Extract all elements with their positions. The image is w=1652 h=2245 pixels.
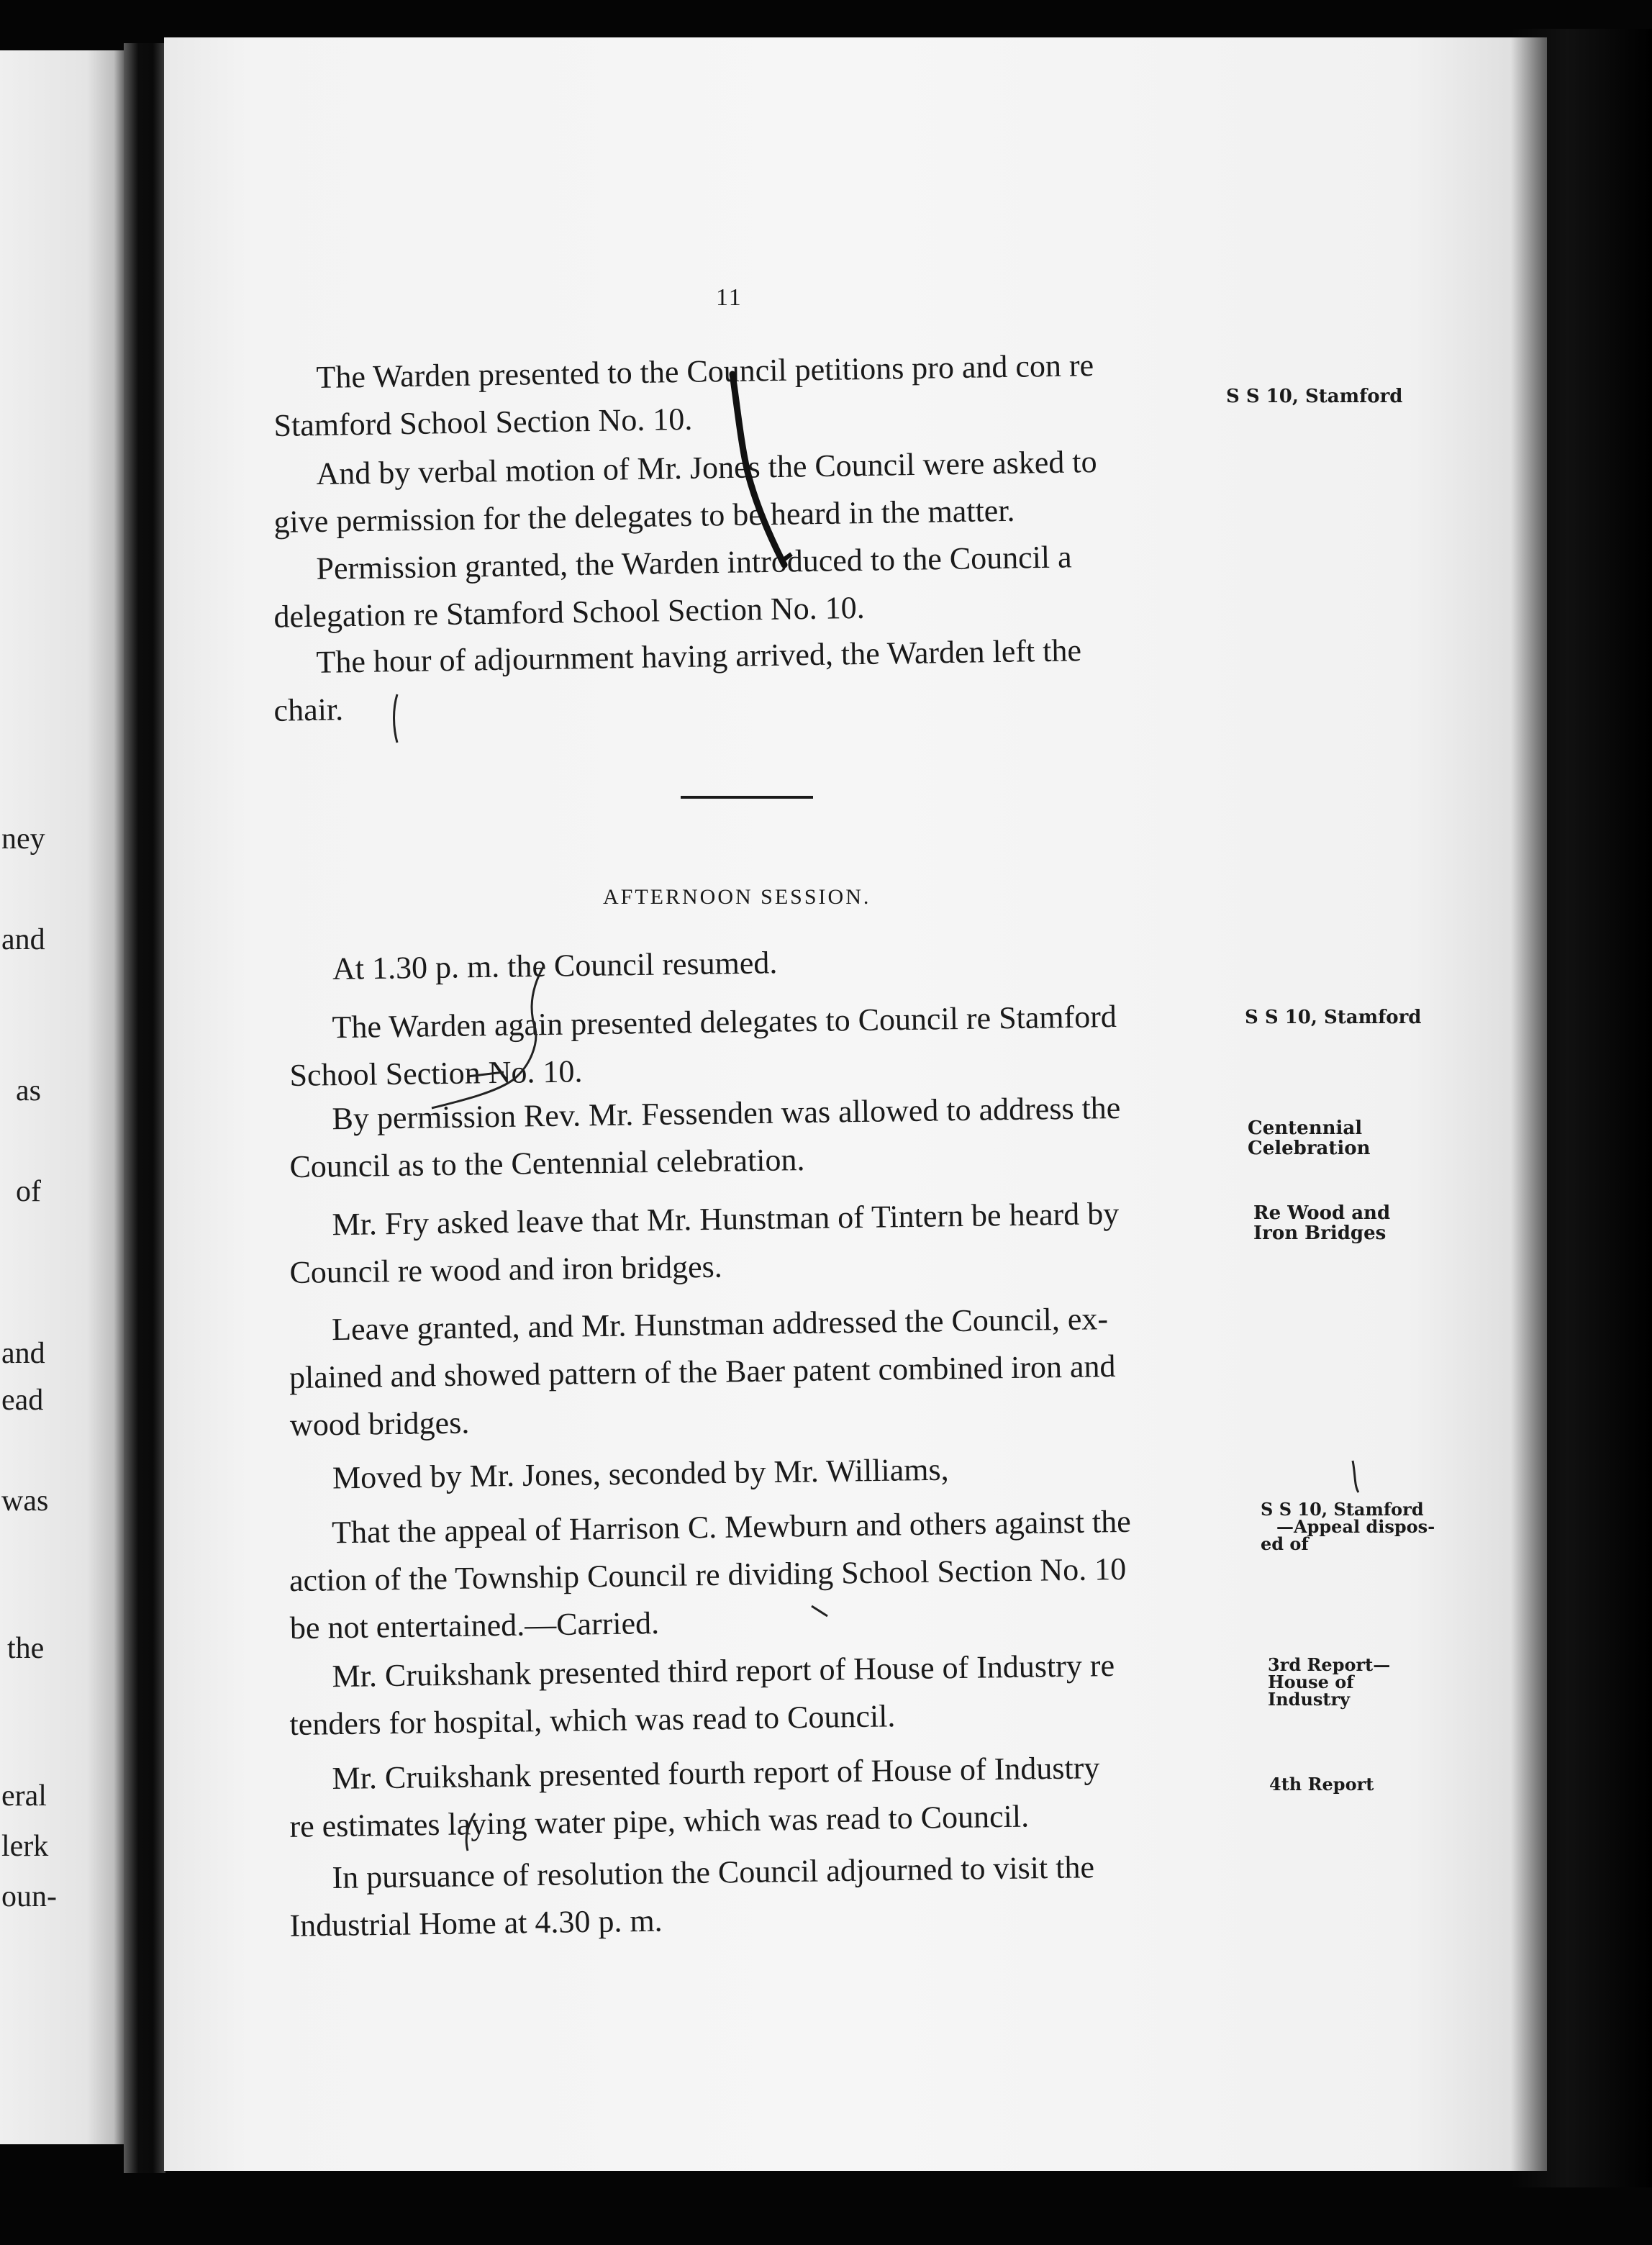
paragraph-industrial-home [289, 1843, 1095, 1950]
margin-note-line: House of [1268, 1672, 1354, 1692]
text-line: action of the Township Council re dividing School Section No. 10 [289, 1551, 1127, 1599]
margin-note-line: 4th Report [1269, 1774, 1374, 1795]
text-line: plained and showed pattern of the Baer patent combined iron and [289, 1348, 1116, 1396]
paragraph-delegates [289, 993, 1117, 1099]
text-line: Moved by Mr. Jones, seconded by Mr. Williams, [332, 1451, 949, 1496]
paragraph-warden-petitions [273, 342, 1095, 450]
margin-note [1226, 386, 1403, 407]
text-line: tenders for hospital, which was read to Council. [289, 1698, 896, 1743]
left-page-fragment: oun- [1, 1880, 57, 1913]
paragraph-third-report [289, 1642, 1115, 1749]
margin-note [1268, 1656, 1390, 1708]
text-line: In pursuance of resolution the Council adjourned to visit the [332, 1849, 1095, 1895]
margin-note-line: 3rd Report— [1268, 1654, 1391, 1675]
margin-note-line: S S 10, Stamford [1261, 1499, 1424, 1520]
page-number: 11 [716, 284, 743, 311]
text-line: The Warden again presented delegates to Council re Stamford [332, 998, 1117, 1046]
margin-note [1248, 1118, 1371, 1158]
margin-note [1253, 1203, 1390, 1243]
margin-note-line: S S 10, Stamford [1226, 386, 1403, 407]
paragraph-adjournment [273, 627, 1082, 735]
left-facing-page [0, 50, 124, 2144]
paragraph-centennial [289, 1084, 1122, 1191]
section-divider [681, 796, 813, 799]
text-line: Mr. Cruikshank presented third report of House of Industry re [332, 1647, 1115, 1695]
left-page-fragment: as [16, 1074, 41, 1107]
text-line: Permission granted, the Warden introduced to the Council a [316, 539, 1072, 586]
left-page-fragment: was [1, 1484, 49, 1518]
paragraph-motion [289, 1446, 949, 1503]
text-line: Industrial Home at 4.30 p. m. [289, 1902, 663, 1944]
margin-note-line: Celebration [1248, 1138, 1371, 1159]
text-line: be not entertained.—Carried. [289, 1605, 660, 1646]
text-line: wood bridges. [289, 1405, 470, 1443]
left-page-fragment: ney [1, 822, 45, 856]
text-line: By permission Rev. Mr. Fessenden was allowed to address the [332, 1089, 1121, 1137]
paragraph-appeal [289, 1498, 1133, 1652]
section-heading: AFTERNOON SESSION. [603, 885, 871, 909]
left-page-fragment: and [1, 923, 45, 956]
margin-note-line: Centennial [1248, 1117, 1363, 1139]
text-line: delegation re Stamford School Section No. 10. [273, 589, 866, 635]
text-line: The hour of adjournment having arrived, the Warden left the [316, 632, 1082, 680]
text-line: Mr. Cruikshank presented fourth report of House of Industry [332, 1750, 1100, 1797]
margin-note-line: ed of [1261, 1533, 1309, 1554]
text-line: And by verbal motion of Mr. Jones the Council were asked to [316, 444, 1097, 492]
margin-note [1269, 1774, 1374, 1795]
left-page-fragment: the [7, 1632, 45, 1665]
margin-note [1245, 1007, 1422, 1028]
text-line: Stamford School Section No. 10. [273, 401, 693, 443]
paragraph-council-resumed [289, 939, 778, 993]
paragraph-fourth-report [289, 1744, 1101, 1851]
text-line: The Warden presented to the Council petitions pro and con re [316, 348, 1094, 396]
margin-note-line: S S 10, Stamford [1245, 1007, 1422, 1028]
left-page-fragment: and [1, 1337, 45, 1370]
paragraph-bridges-request [289, 1190, 1120, 1297]
text-line: Leave granted, and Mr. Hunstman addressed the Council, ex- [331, 1301, 1109, 1348]
paragraph-baer-patent [289, 1295, 1117, 1449]
text-line: That the appeal of Harrison C. Mewburn and others against the [331, 1503, 1132, 1551]
left-page-fragment: eral [1, 1779, 47, 1813]
left-page-fragment: lerk [1, 1830, 49, 1863]
left-page-fragment: of [16, 1175, 41, 1208]
margin-note-line: —Appeal dispos- [1276, 1516, 1435, 1537]
text-line: Mr. Fry asked leave that Mr. Hunstman of Tintern be heard by [332, 1195, 1120, 1243]
text-line: At 1.30 p. m. the Council resumed. [332, 945, 778, 987]
text-line: re estimates laying water pipe, which was read to Council. [289, 1798, 1030, 1844]
paragraph-verbal-motion [273, 438, 1098, 546]
margin-note-line: Industry [1268, 1689, 1351, 1710]
left-page-fragment: ead [1, 1384, 44, 1417]
margin-note-line: Re Wood and [1253, 1202, 1391, 1224]
text-line: give permission for the delegates to be heard in the matter. [273, 492, 1015, 540]
page-edge-shadow [1511, 29, 1652, 2187]
margin-note-line: Iron Bridges [1253, 1223, 1386, 1244]
text-line: School Section No. 10. [289, 1053, 583, 1094]
margin-note [1261, 1501, 1435, 1553]
text-line: chair. [273, 691, 344, 728]
text-line: Council re wood and iron bridges. [289, 1248, 723, 1291]
paragraph-permission-granted [273, 533, 1073, 640]
text-line: Council as to the Centennial celebration. [289, 1142, 805, 1185]
book-gutter [124, 43, 165, 2173]
